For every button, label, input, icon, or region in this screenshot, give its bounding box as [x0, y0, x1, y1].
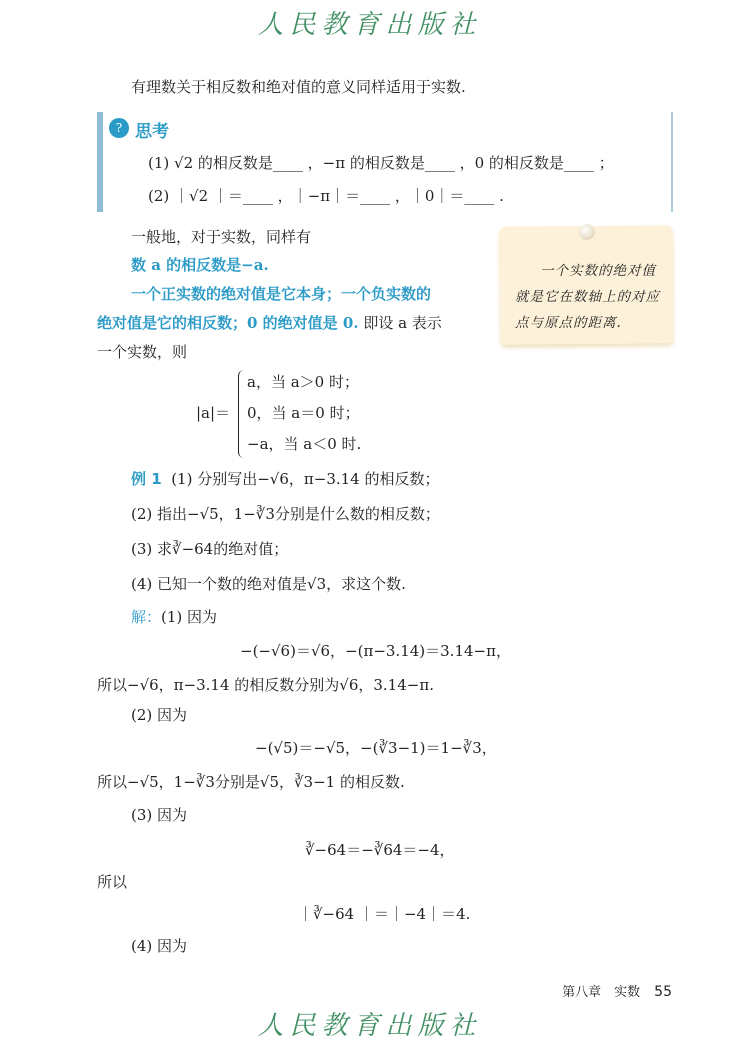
solution-1-text: (1) 因为 [161, 608, 218, 626]
solution-eq-3: ∛−64＝−∛64＝−4， [305, 841, 455, 859]
example-1-part-3: (3) 求∛−64的绝对值； [131, 540, 289, 558]
think-left-bar [97, 112, 103, 212]
lightbulb-icon: ? [109, 118, 129, 138]
think-question-1: (1) √2 的相反数是____ ，−π 的相反数是____ ，0 的相反数是____ ； [148, 154, 614, 172]
solution-conclusion-3: 所以 [97, 873, 128, 891]
solution-4: (4) 因为 [131, 937, 188, 955]
page-number: 55 [654, 984, 672, 1000]
publisher-logo-bottom: 人民教育出版社 [257, 1011, 482, 1041]
solution-2: (2) 因为 [131, 706, 188, 724]
chapter-label: 第八章 实数 [562, 985, 641, 1000]
pin-icon [579, 224, 595, 240]
think-question-2: (2) ｜√2 ｜＝____ ，｜−π｜＝____ ，｜0｜＝____ . [148, 187, 504, 205]
side-note-line-3: 点与原点的距离. [515, 315, 622, 331]
case-zero: 0，当 a＝0 时； [247, 404, 360, 422]
side-note-line-2: 就是它在数轴上的对应 [515, 289, 660, 305]
case-negative: −a，当 a＜0 时. [247, 435, 362, 453]
body-line-4-rest: 即设 a 表示 [358, 314, 442, 332]
think-right-bar [671, 112, 673, 212]
example-1-part-1 [131, 469, 440, 489]
solution-conclusion-2: 所以−√5，1−∛3分别是√5，∛3−1 的相反数. [97, 773, 405, 791]
solution-3: (3) 因为 [131, 806, 188, 824]
abs-definition-lhs: |a|＝ [196, 404, 231, 422]
example-1-part-4: (4) 已知一个数的绝对值是√3，求这个数. [131, 575, 406, 593]
body-line-4-highlight: 绝对值是它的相反数；0 的绝对值是 0. [97, 314, 359, 332]
case-positive: a，当 a＞0 时； [247, 373, 359, 391]
solution-1 [131, 607, 217, 627]
solution-label: 解： [131, 608, 162, 626]
solution-eq-2: −(√5)＝−√5，−(∛3−1)＝1−∛3， [255, 739, 497, 757]
body-line-5: 一个实数，则 [97, 343, 188, 361]
body-line-3: 一个正实数的绝对值是它本身；一个负实数的 [131, 285, 432, 303]
body-line-4 [97, 313, 442, 333]
cases-brace [238, 370, 247, 458]
think-box [97, 112, 673, 212]
side-note-line-1: 一个实数的绝对值 [540, 263, 656, 279]
solution-eq-3b: ｜∛−64 ｜＝｜−4｜＝4. [298, 905, 471, 923]
think-title: 思考 [135, 122, 169, 142]
page-footer [562, 981, 672, 1000]
body-line-1: 一般地，对于实数，同样有 [131, 228, 312, 246]
body-line-2: 数 a 的相反数是−a. [131, 256, 269, 274]
solution-eq-1: −(−√6)＝√6，−(π−3.14)＝3.14−π， [240, 642, 511, 660]
intro-text: 有理数关于相反数和绝对值的意义同样适用于实数. [131, 78, 466, 96]
example-part-1-text: (1) 分别写出−√6，π−3.14 的相反数； [161, 470, 440, 488]
solution-conclusion-1: 所以−√6，π−3.14 的相反数分别为√6，3.14−π. [97, 676, 434, 694]
publisher-logo-top: 人民教育出版社 [257, 10, 482, 40]
example-1-part-2: (2) 指出−√5，1−∛3分别是什么数的相反数； [131, 505, 440, 523]
example-label: 例 1 [131, 470, 162, 488]
